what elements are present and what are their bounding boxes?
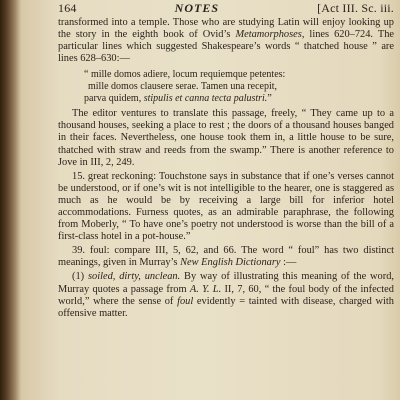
quote-line-3: parva quidem, stipulis et canna tecta palustri.” xyxy=(84,92,272,104)
latin-quotation xyxy=(84,69,394,104)
note-15: 15. great reckoning: Touchstone says in substance that if one’s verses cannot be understood, or if one’s wit is not intelligible to the hearer, one is staggered as much as he would be by receiving a large bill for inferior hotel accommodations. Furness quotes, as an admirable paraphrase, the following from Moberly, “ To have one’s poetry not understood is worse than the bill of a first-class hotel in a pot-house.” xyxy=(58,170,394,243)
page-content xyxy=(58,2,394,320)
note-39-label: 39. foul xyxy=(72,245,107,257)
page-number: 164 xyxy=(58,1,77,15)
note-39: 39. foul: compare III, 5, 62, and 66. The word “ foul” has two distinct meanings, given in Murray’s New English Dictionary :— xyxy=(58,245,394,269)
quote-line-1: “ mille domos adiere, locum requiemque petentes: xyxy=(84,69,286,81)
quote-line-2: mille domos clausere serae. Tamen una recepit, xyxy=(88,81,278,93)
meaning-1: (1) soiled, dirty, unclean. By way of illustrating this meaning of the word, Murray quotes a passage from A. Y. L. II, 7, 60, “ the foul body of the infected world,” where the sense of foul evidently = tainted with disease, charged with offensive matter. xyxy=(58,271,394,319)
running-head xyxy=(58,2,394,14)
running-title: NOTES xyxy=(174,1,220,15)
paragraph-ovid: transformed into a temple. Those who are studying Latin will enjoy looking up the story in the eighth book of Ovid’s Metamorphoses, lines 620–724. The particular lines which suggested Shakespeare’s words “ thatched house ” are lines 628–630:— xyxy=(58,17,395,65)
note-15-label: 15. great reckoning xyxy=(72,170,154,182)
paragraph-translation: The editor ventures to translate this passage, freely, “ They came up to a thousand houses, seeking a place to rest ; the doors of a thousand houses banged in their faces. Nevertheless, one house took them in, a little house to be sure, thatched with straw and reeds from the swamp.” There is another reference to Jove in III, 2, 249. xyxy=(58,108,394,168)
section-reference: [Act III. Sc. iii. xyxy=(317,1,394,15)
